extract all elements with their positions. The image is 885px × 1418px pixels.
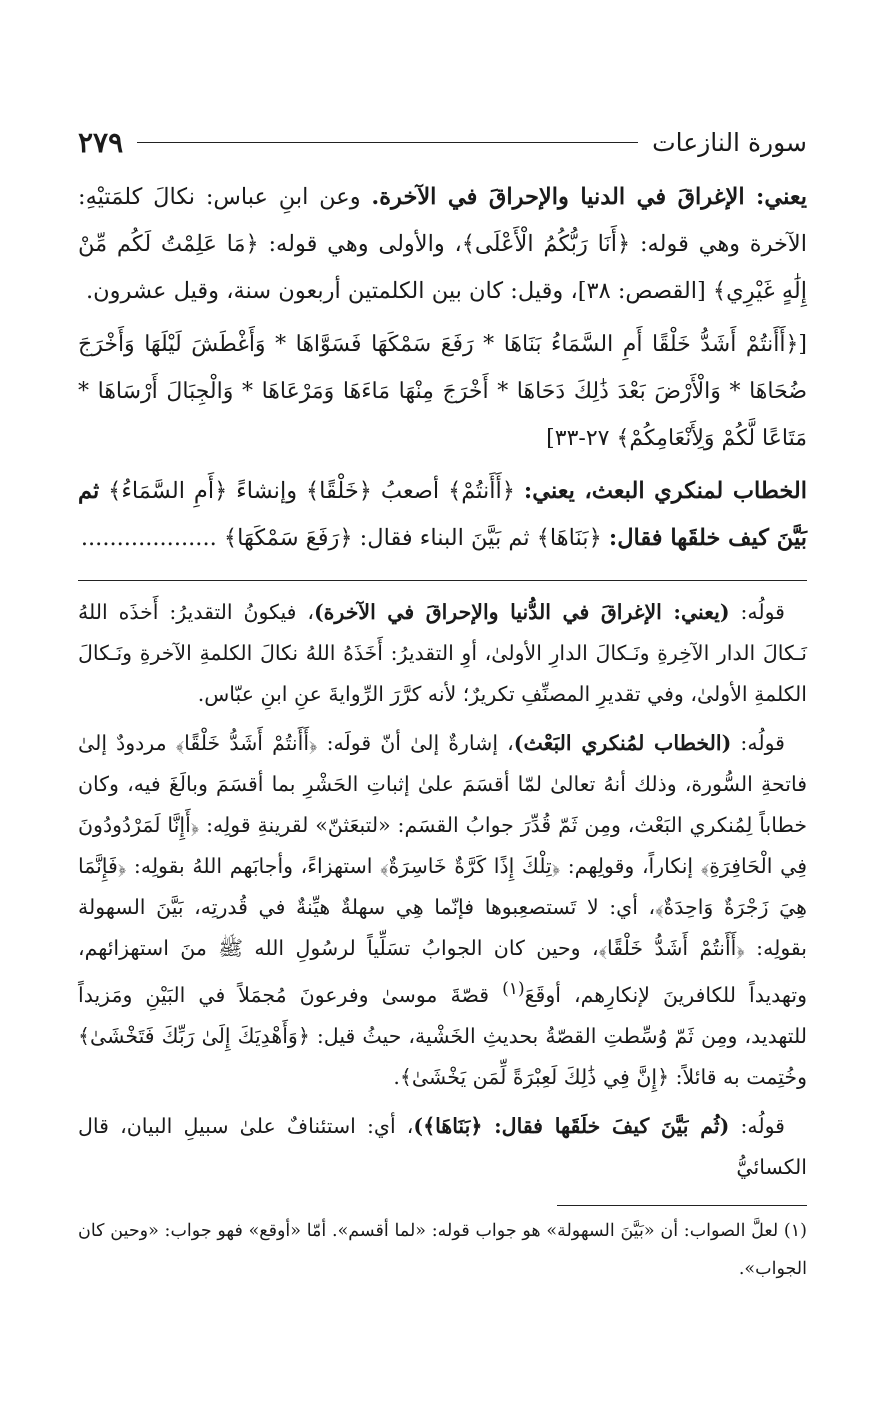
main-paragraph-1-text: وعن ابنِ عباس: نكالَ كلمَتيْهِ: الآخرة وهي قوله: ﴿أَنَا رَبُّكُمُ الْأَعْلَى﴾، والأولى وهي قوله: ﴿مَا عَلِمْتُ لَكُم مِّنْ إِلَٰهٍ غَيْرِي﴾ [القصص: ٣٨]، وقيل: كان بين الكلمتين أربعون سنة، وقيل عشرون.	[78, 184, 807, 304]
page-number: ٢٧٩	[78, 125, 124, 159]
main-paragraph-3-text: ﴿أَأَنتُمْ﴾ أصعبُ ﴿خَلْقًا﴾ وإنشاءً ﴿أَمِ السَّمَاءُ﴾	[108, 478, 515, 504]
commentary-1-text: ، فيكونُ التقديرُ: أَخذَه اللهُ نَـكالَ الدار الآخِرةِ ونَـكالَ الدارِ الأولىٰ، أوِ التقديرُ: أَخَذَهُ اللهُ نكالَ الكلمةِ الآخرةِ ونَـكالَ الكلمةِ الأولىٰ، وفي تقديرِ المصنِّفِ تكريرٌ؛ لأنه كرَّرَ الرِّوايةَ عنِ ابنِ عبّاس.	[78, 600, 807, 706]
commentary-text	[78, 592, 807, 1188]
main-paragraph-3-lead: الخطاب لمنكري البعث، يعني:	[523, 478, 807, 504]
footnote-divider	[557, 1205, 807, 1206]
commentary-2-prefix: قولُه:	[740, 731, 785, 755]
commentary-3-prefix: قولُه:	[740, 1113, 785, 1138]
main-paragraph-1	[78, 174, 807, 315]
footnote-marker[interactable]: (١)	[502, 979, 525, 999]
main-paragraph-3-text2: ﴿بَنَاهَا﴾ ثم بَيَّنَ البناء فقال: ﴿رَفَعَ سَمْكَهَا﴾	[223, 525, 602, 551]
section-divider	[78, 580, 807, 581]
continuation-dots: ...................	[80, 525, 217, 551]
main-paragraph-3	[78, 468, 807, 562]
footnote	[78, 1212, 807, 1288]
commentary-1-quote: (يعني: الإغراقَ في الدُّنيا والإحراقَ في الآخرة)	[313, 600, 730, 624]
main-paragraph-1-lead: يعني: الإغراقَ في الدنيا والإحراقَ في الآخرة.	[371, 184, 807, 210]
header-rule	[137, 142, 638, 143]
commentary-2-text2: قصّةَ موسىٰ وفرعونَ مُجمَلاً في البَيْنِ ومَزيداً للتهديد، ومِن ثَمّ وُسِّطتِ القصّةُ بحديثِ الخَشْية، حيثُ قيل: ﴿وَأَهْدِيَكَ إِلَىٰ رَبِّكَ فَتَخْشَىٰ﴾ وخُتِمت به قائلاً: ﴿إِنَّ فِي ذَٰلِكَ لَعِبْرَةً لِّمَن يَخْشَىٰ﴾.	[78, 982, 807, 1089]
commentary-2-text: ، إشارةٌ إلىٰ أنّ قولَه: ﴿أَأَنتُمْ أَشَدُّ خَلْقًا﴾ مردودٌ إلىٰ فاتحةِ السُّورة، وذلك أنهُ تعالىٰ لمّا أقسَمَ علىٰ إثباتِ الحَشْرِ بما أقسَمَ وبالَغَ فيه، وكان خطاباً لِمُنكري البَعْث، ومِن ثَمّ قُدِّرَ جوابُ القسَم: «لتبعَثنّ» لقرينةِ قولِه: ﴿أَإِنَّا لَمَرْدُودُونَ فِي الْحَافِرَةِ﴾ إنكاراً، وقولِهم: ﴿تِلْكَ إِذًا كَرَّةٌ خَاسِرَةٌ﴾ استهزاءً، وأجابَهم اللهُ بقولِه: ﴿فَإِنَّمَا هِيَ زَجْرَةٌ وَاحِدَةٌ﴾، أي: لا تَستصعِبوها فإنّما هِي سهلةٌ هيِّنةٌ في قُدرتِه، بَيَّنَ السهولة بقولِه: ﴿أَأَنتُمْ أَشَدُّ خَلْقًا﴾، وحين كان الجوابُ تسَلِّياً لرسُولِ الله ﷺ منَ استهزائهم، وتهديداً للكافرينَ لإنكارِهم، أوقَعَ	[78, 731, 807, 1007]
commentary-paragraph-3	[78, 1106, 807, 1188]
surah-title: سورة النازعات	[652, 127, 807, 157]
main-paragraph-3-lead2: ثم بَيَّنَ كيف خلقَها فقال:	[78, 478, 807, 551]
commentary-paragraph-2	[78, 723, 807, 1098]
commentary-3-quote: (ثُم بَيَّنَ كيفَ خلَقَها فقال: ﴿بَنَاهَا﴾)	[413, 1113, 730, 1138]
commentary-1-prefix: قولُه:	[740, 600, 785, 624]
footnote-text: (١) لعلَّ الصواب: أن «بَيَّنَ السهولة» هو جواب قوله: «لما أقسم». أمّا «أوقع» فهو جواب: «وحين كان الجواب».	[78, 1221, 807, 1279]
commentary-3-text: ، أي: استئنافٌ علىٰ سبيلِ البيان، قال الكسائيُّ	[78, 1113, 807, 1179]
quran-verses: [﴿أَأَنتُمْ أَشَدُّ خَلْقًا أَمِ السَّمَاءُ بَنَاهَا * رَفَعَ سَمْكَهَا فَسَوَّاهَا * وَأَغْطَشَ لَيْلَهَا وَأَخْرَجَ ضُحَاهَا * وَالْأَرْضَ بَعْدَ ذَٰلِكَ دَحَاهَا * أَخْرَجَ مِنْهَا مَاءَهَا وَمَرْعَاهَا * وَالْجِبَالَ أَرْسَاهَا * مَتَاعًا لَّكُمْ وَلِأَنْعَامِكُمْ﴾ ٢٧-٣٣]	[78, 332, 807, 451]
main-text	[78, 174, 807, 562]
page-header	[78, 120, 807, 164]
commentary-2-quote: (الخطاب لمُنكري البَعْث)	[513, 731, 732, 755]
commentary-paragraph-1	[78, 592, 807, 715]
